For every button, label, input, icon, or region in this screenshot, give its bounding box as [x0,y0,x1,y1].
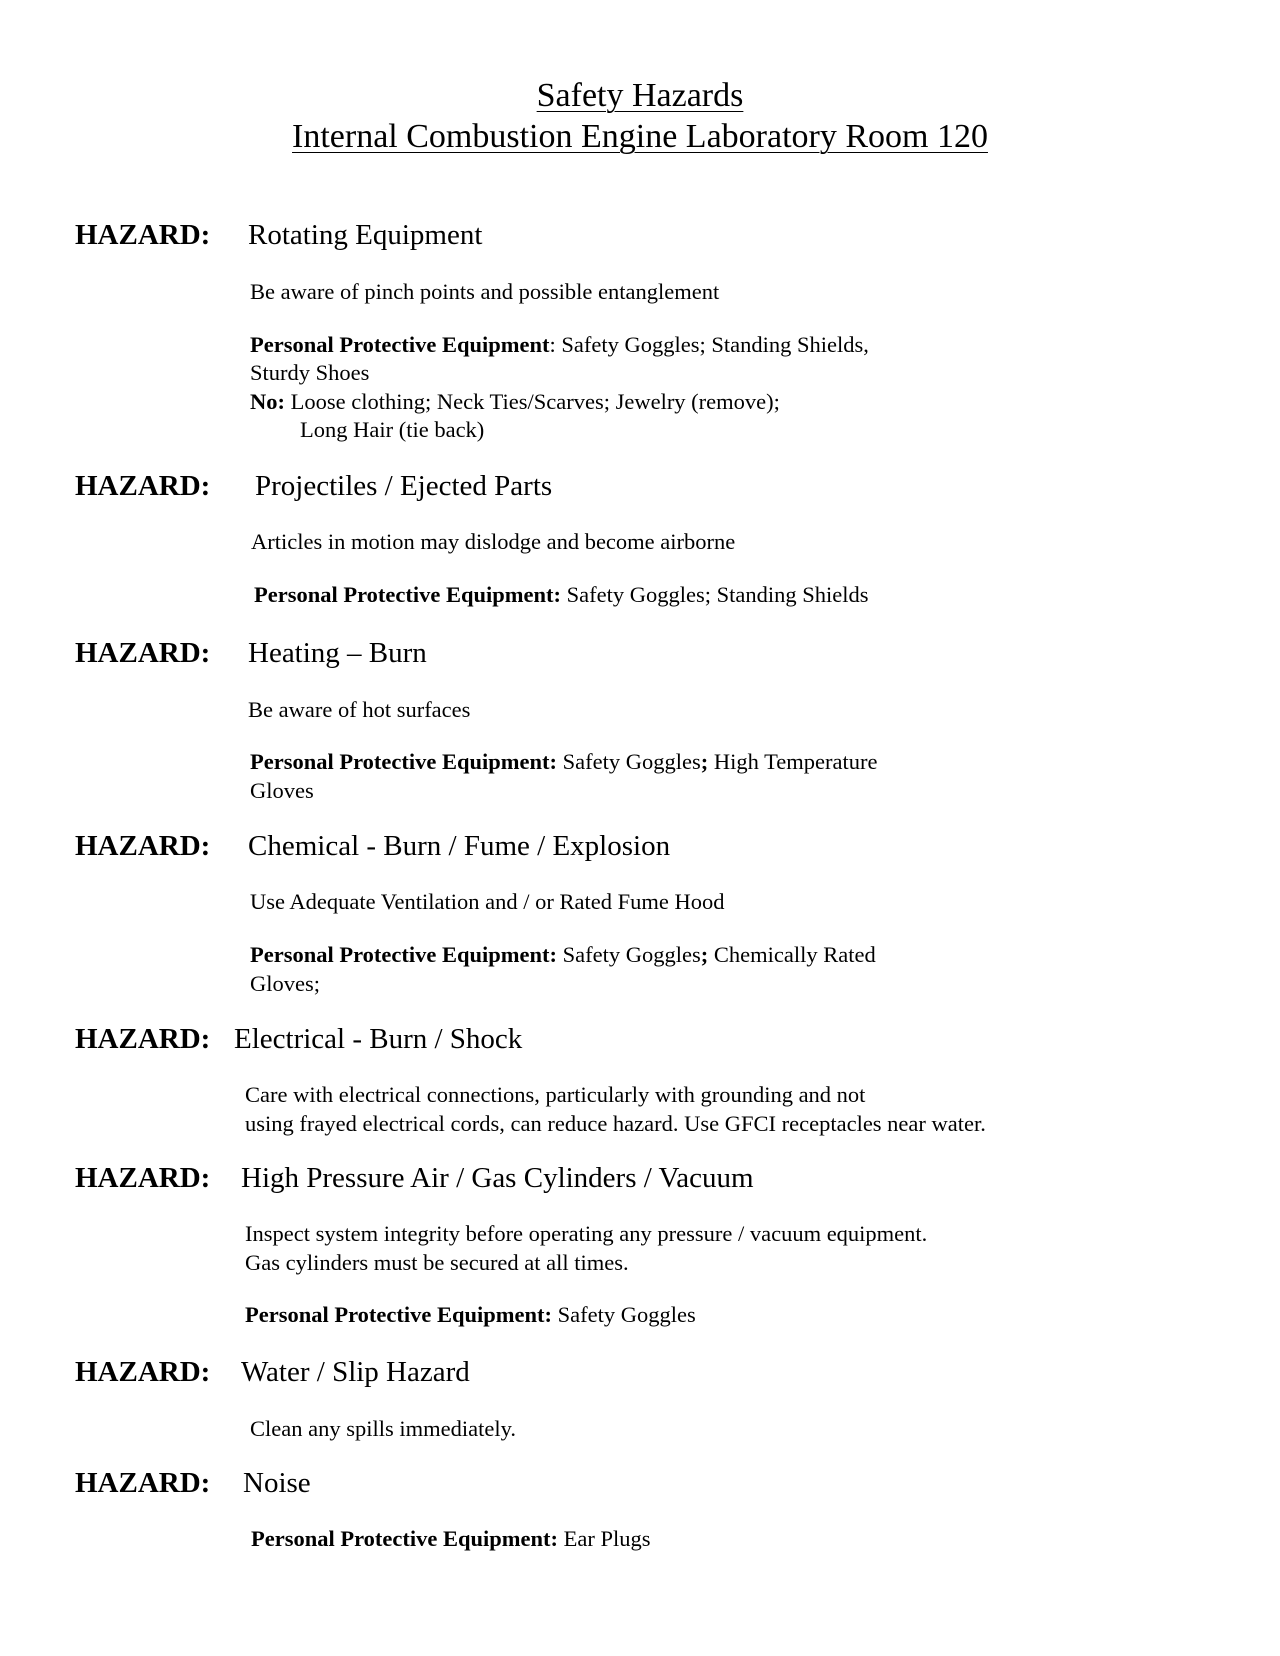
ppe-value: Safety Goggles; Standing Shields [561,582,869,607]
hazard-description: Be aware of pinch points and possible entanglement [250,279,720,304]
hazard-label: HAZARD: [75,1162,211,1194]
ppe-line [250,748,877,776]
hazard-label: HAZARD: [75,1467,211,1499]
prohibited-line [250,388,780,416]
hazard-name: Rotating Equipment [248,219,483,251]
prohibited-line-continued: Long Hair (tie back) [300,417,485,442]
ppe-value-continued: High Temperature [708,749,878,774]
ppe-value: Safety Goggles [557,942,701,967]
ppe-label: Personal Protective Equipment: [254,582,562,607]
page-title: Safety Hazards [536,77,744,114]
ppe-line-continued: Gloves [250,778,314,803]
hazard-description-continued: Gas cylinders must be secured at all times. [245,1250,629,1275]
ppe-value: Safety Goggles [557,749,701,774]
ppe-label: Personal Protective Equipment: [251,1526,559,1551]
ppe-line [245,1301,696,1329]
hazard-label: HAZARD: [75,830,211,862]
hazard-label: HAZARD: [75,219,211,251]
hazard-description: Inspect system integrity before operating any pressure / vacuum equipment. [245,1221,928,1246]
hazard-name: Electrical - Burn / Shock [234,1023,523,1055]
prohibited-label: No: [250,389,285,414]
hazard-label: HAZARD: [75,470,211,502]
hazard-description-continued: using frayed electrical cords, can reduce hazard. Use GFCI receptacles near water. [245,1111,986,1136]
ppe-separator: ; [700,942,709,967]
hazard-label: HAZARD: [75,637,211,669]
hazard-description: Be aware of hot surfaces [248,697,471,722]
ppe-label: Personal Protective Equipment: [250,942,558,967]
ppe-line [250,941,876,969]
ppe-line-continued: Sturdy Shoes [250,360,370,385]
ppe-label: Personal Protective Equipment: [245,1302,553,1327]
hazard-name: Chemical - Burn / Fume / Explosion [248,830,671,862]
ppe-value: Safety Goggles [552,1302,696,1327]
ppe-label: Personal Protective Equipment: [250,749,558,774]
hazard-description: Clean any spills immediately. [250,1416,516,1441]
ppe-line [251,1525,651,1553]
ppe-line-continued: Gloves; [250,971,320,996]
ppe-value: Ear Plugs [558,1526,651,1551]
ppe-line [250,331,869,359]
hazard-label: HAZARD: [75,1023,211,1055]
ppe-label: Personal Protective Equipment [250,332,550,357]
hazard-name: Noise [243,1467,311,1499]
ppe-value: : Safety Goggles; Standing Shields, [549,332,869,357]
ppe-separator: ; [700,749,709,774]
ppe-value-continued: Chemically Rated [708,942,876,967]
hazard-description: Care with electrical connections, particularly with grounding and not [245,1082,866,1107]
hazard-description: Use Adequate Ventilation and / or Rated Fume Hood [250,889,725,914]
hazard-name: Water / Slip Hazard [241,1356,470,1388]
ppe-line [254,581,869,609]
hazard-description: Articles in motion may dislodge and become airborne [251,529,736,554]
hazard-name: Projectiles / Ejected Parts [255,470,553,502]
hazard-label: HAZARD: [75,1356,211,1388]
hazard-name: High Pressure Air / Gas Cylinders / Vacuum [241,1162,754,1194]
page-subtitle: Internal Combustion Engine Laboratory Room 120 [292,118,988,155]
hazard-name: Heating – Burn [248,637,427,669]
prohibited-value: Loose clothing; Neck Ties/Scarves; Jewelry (remove); [285,389,780,414]
